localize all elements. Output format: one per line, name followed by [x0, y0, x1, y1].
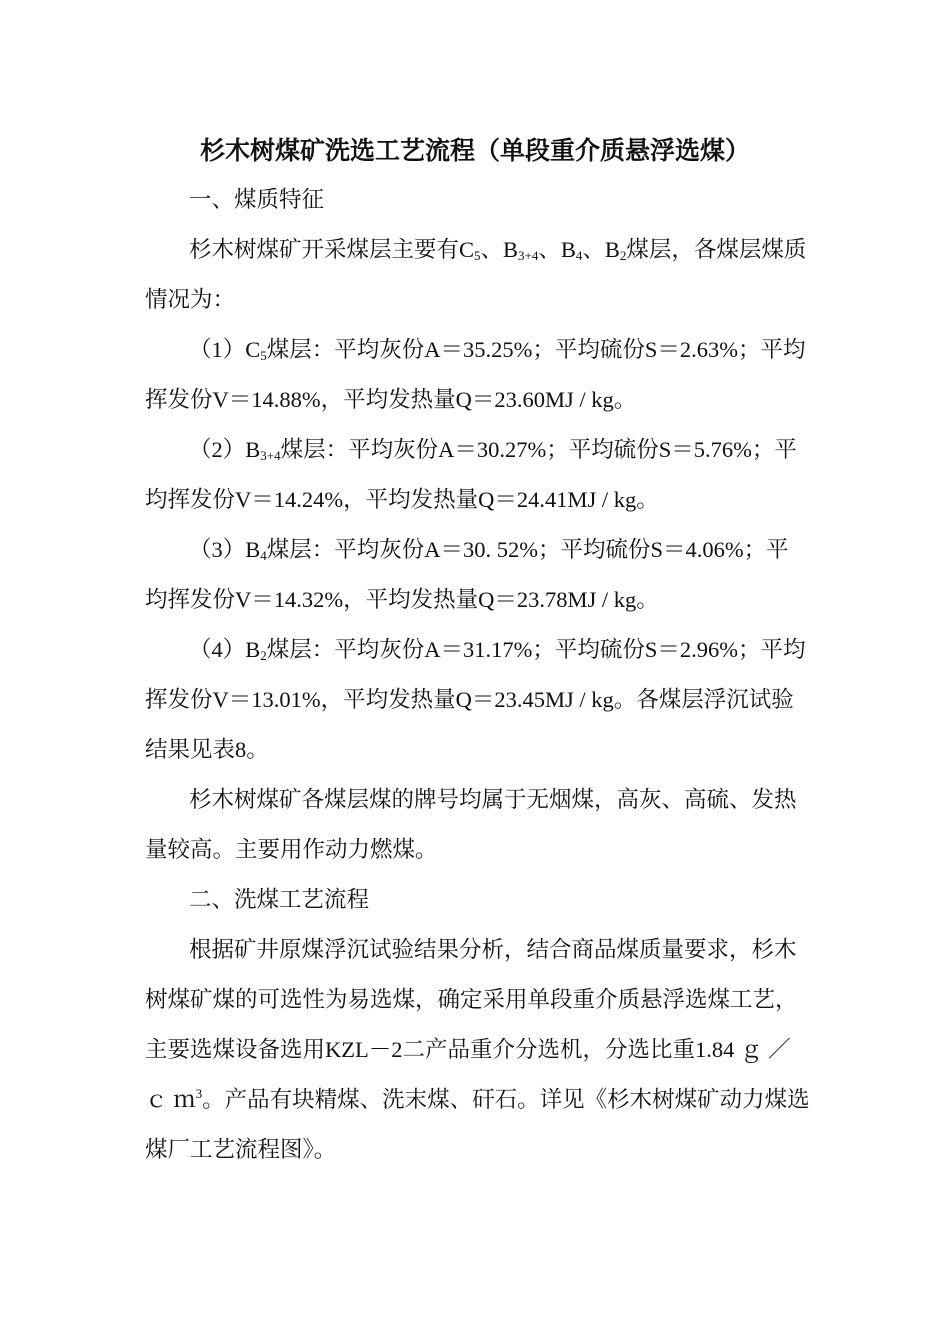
- text-line: 挥发份V＝14.88%，平均发热量Q＝23.60MJ / kg。: [145, 387, 637, 412]
- text-line: 情况为：: [145, 287, 236, 312]
- text-line: [145, 225, 810, 275]
- text-line: 均挥发份V＝14.32%，平均发热量Q＝23.78MJ / kg。: [145, 587, 659, 612]
- text-line: [145, 425, 810, 475]
- subscript: 3+4: [260, 448, 281, 463]
- text-line: [145, 1075, 810, 1125]
- superscript: 3: [195, 1086, 203, 1101]
- text-line: 结果见表8。: [145, 737, 269, 762]
- text-run: 、B: [582, 237, 620, 262]
- section-heading-washing-process: 二、洗煤工艺流程: [189, 887, 370, 912]
- text-line: 树煤矿煤的可选性为易选煤，确定采用单段重介质悬浮选煤工艺，: [145, 987, 798, 1012]
- text-line: [145, 325, 810, 375]
- text-run: （3）B: [189, 537, 261, 562]
- text-line: 根据矿井原煤浮沉试验结果分析，结合商品煤质量要求，杉木: [189, 937, 797, 962]
- subscript: 3+4: [518, 248, 539, 263]
- text-run: 、B: [538, 237, 576, 262]
- text-run: 煤层：平均灰份A＝35.25%；平均硫份S＝2.63%；平均: [266, 337, 806, 362]
- text-run: （1）C: [189, 337, 261, 362]
- text-run: ｃ ｍ: [145, 1087, 196, 1112]
- text-run: 煤层：平均灰份A＝31.17%；平均硫份S＝2.96%；平均: [266, 637, 806, 662]
- text-run: 、B: [480, 237, 519, 262]
- text-run: 煤层，各煤层煤质: [626, 237, 807, 262]
- text-line: 主要选煤设备选用KZL－2二产品重介分选机，分选比重1.84 ｇ ／: [145, 1037, 791, 1062]
- text-line: 杉木树煤矿各煤层煤的牌号均属于无烟煤，高灰、高硫、发热: [189, 787, 797, 812]
- text-line: 均挥发份V＝14.24%，平均发热量Q＝24.41MJ / kg。: [145, 487, 659, 512]
- subscript: 5: [260, 348, 267, 363]
- text-run: 煤层：平均灰份A＝30.27%；平均硫份S＝5.76%；平: [280, 437, 797, 462]
- section-heading-coal-quality: 一、煤质特征: [189, 187, 325, 212]
- subscript: 5: [474, 248, 481, 263]
- subscript: 4: [575, 248, 583, 263]
- text-line: 挥发份V＝13.01%，平均发热量Q＝23.45MJ / kg。各煤层浮沉试验: [145, 687, 794, 712]
- text-run: （2）B: [189, 437, 261, 462]
- subscript: 2: [260, 648, 267, 663]
- text-run: （4）B: [189, 637, 261, 662]
- subscript: 2: [619, 248, 627, 263]
- text-line: [145, 525, 810, 575]
- text-line: 量较高。主要用作动力燃煤。: [145, 837, 438, 862]
- text-line: 煤厂工艺流程图》。: [145, 1137, 337, 1162]
- document-title: 杉木树煤矿洗选工艺流程（单段重介质悬浮选煤）: [199, 138, 750, 165]
- document-body: [145, 175, 810, 1175]
- text-line: [145, 625, 810, 675]
- text-run: 煤层：平均灰份A＝30. 52%；平均硫份S＝4.06%；平: [266, 537, 789, 562]
- subscript: 4: [260, 548, 267, 563]
- text-run: 杉木树煤矿开采煤层主要有C: [189, 237, 475, 262]
- text-run: 。产品有块精煤、洗末煤、矸石。详见《杉木树煤矿动力煤选: [202, 1087, 810, 1112]
